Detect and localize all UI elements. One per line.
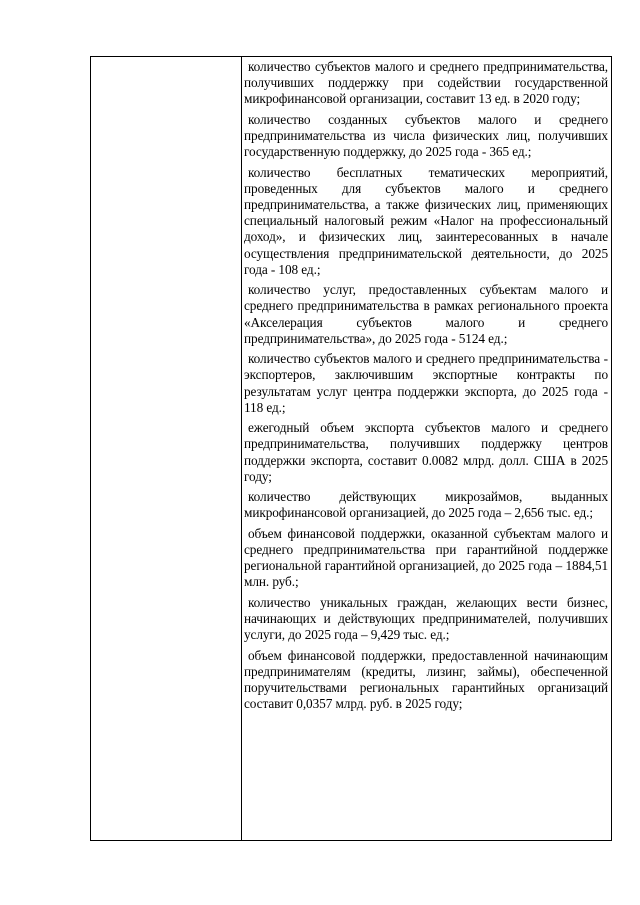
indicators-table <box>90 56 612 841</box>
indicator-item: количество субъектов малого и среднего предпринимательства - экспортеров, заключившим экспортные контракты по результатам услуг центра поддержки экспорта, до 2025 года - 118 ед.; <box>244 351 608 415</box>
indicator-item: количество услуг, предоставленных субъектам малого и среднего предпринимательства в рамках регионального проекта «Акселерация субъектов малого и среднего предпринимательства», до 2025 года - 5124 ед.; <box>244 282 608 346</box>
indicator-item: объем финансовой поддержки, оказанной субъектам малого и среднего предпринимательства при гарантийной поддержке региональной гарантийной организацией, до 2025 года – 1884,51 млн. руб.; <box>244 525 608 590</box>
indicator-item: количество субъектов малого и среднего предпринимательства, получивших поддержку при содействии государственной микрофинансовой организации, составит 13 ед. в 2020 году; <box>244 59 608 107</box>
indicator-item: количество уникальных граждан, желающих вести бизнес, начинающих и действующих предпринимателей, получивших услуги, до 2025 года – 9,429 тыс. ед.; <box>244 594 608 643</box>
table-cell-indicators <box>242 57 612 841</box>
indicator-item: количество действующих микрозаймов, выданных микрофинансовой организацией, до 2025 года – 2,656 тыс. ед.; <box>244 489 608 521</box>
table-cell-left <box>91 57 242 841</box>
indicator-item: ежегодный объем экспорта субъектов малого и среднего предпринимательства, получивших поддержку центров поддержки экспорта, составит 0.0082 млрд. долл. США в 2025 году; <box>244 420 608 484</box>
indicator-item: количество созданных субъектов малого и среднего предпринимательства из числа физических лиц, получивших государственную поддержку, до 2025 года - 365 ед.; <box>244 111 608 160</box>
indicator-item: объем финансовой поддержки, предоставленной начинающим предпринимателям (кредиты, лизинг, займы), обеспеченной поручительствами региональных гарантийных организаций составит 0,0357 млрд. руб. в 2025 году; <box>244 647 608 712</box>
indicator-item: количество бесплатных тематических мероприятий, проведенных для субъектов малого и среднего предпринимательства, а также физических лиц, применяющих специальный налоговый режим «Налог на профессиональный доход», и физических лиц, заинтересованных в начале осуществления предпринимательской деятельности, до 2025 года - 108 ед.; <box>244 164 608 277</box>
table-row <box>91 57 612 841</box>
